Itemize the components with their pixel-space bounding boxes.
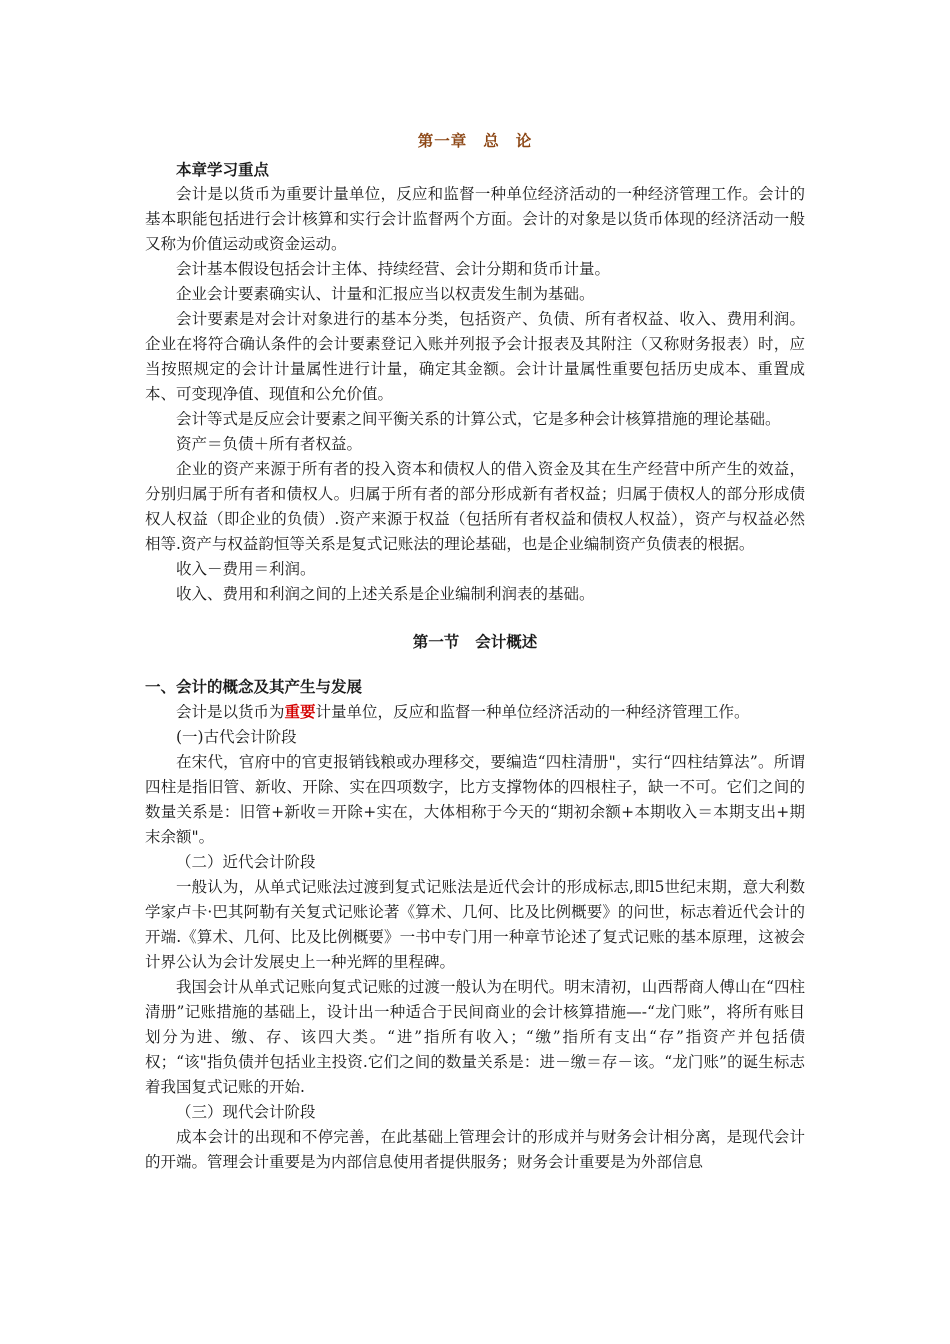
stage-contemporary-title: （三）现代会计阶段 — [176, 1103, 316, 1121]
stage-modern-text-2: 我国会计从单式记账向复式记账的过渡一般认为在明代。明末清初，山西帮商人傅山在“四柱清册”记账措施的基础上，设计出一种适合于民间商业的会计核算措施—-“龙门账”，将所有账目划分为进、缴、存、该四大类。“进”指所有收入；“缴”指所有支出“存”指资产并包括债权；“该"指负债并包括业主投资.它们之间的数量关系是：进－缴＝存－该。“龙门账”的诞生标志着我国复式记账的开始. — [145, 978, 805, 1096]
stage-modern-title: （二）近代会计阶段 — [176, 853, 316, 871]
definition-paragraph — [145, 699, 805, 725]
document-page — [145, 118, 805, 1175]
intro-paragraph-7: 企业的资产来源于所有者的投入资本和债权人的借入资金及其在生产经营中所产生的效益，分别归属于所有者和债权人。归属于所有者的部分形成新有者权益；归属于债权人的部分形成债权人权益（即企业的负债）.资产来源于权益（包括所有者权益和债权人权益），资产与权益必然相等.资产与权益韵恒等关系是复式记账法的理论基础，也是企业编制资产负债表的根据。 — [145, 460, 805, 553]
stage-modern-text-1: 一般认为，从单式记账法过渡到复式记账法是近代会计的形成标志,即l5世纪末期，意大利数学家卢卡·巴其阿勒有关复式记账论著《算术、几何、比及比例概要》的问世，标志着近代会计的开端.《算术、几何、比及比例概要》一书中专门用一种章节论述了复式记账的基本原理，这被会计界公认为会计发展史上一种光辉的里程碑。 — [145, 878, 805, 971]
stage-ancient-text: 在宋代，官府中的官吏报销钱粮或办理移交，要编造“四柱清册"，实行“四柱结算法”。所谓四柱是指旧管、新收、开除、实在四项数字，比方支撑物体的四根柱子，缺一不可。它们之间的数量关系是：旧管+新收＝开除+实在，大体相称于今天的“期初余额+本期收入＝本期支出+期末余额"。 — [145, 753, 805, 846]
intro-paragraph-1: 会计是以货币为重要计量单位，反应和监督一种单位经济活动的一种经济管理工作。会计的基本职能包括进行会计核算和实行会计监督两个方面。会计的对象是以货币体现的经济活动一般又称为价值运动或资金运动。 — [145, 185, 805, 253]
intro-paragraph-5: 会计等式是反应会计要素之间平衡关系的计算公式，它是多种会计核算措施的理论基础。 — [176, 410, 781, 428]
stage-ancient-title: (一)古代会计阶段 — [176, 728, 297, 746]
chapter-number: 第一章 — [417, 131, 468, 150]
intro-paragraph-2: 会计基本假设包括会计主体、持续经营、会计分期和货币计量。 — [176, 260, 611, 278]
chapter-title — [145, 128, 805, 153]
intro-paragraph-9: 收入、费用和利润之间的上述关系是企业编制利润表的基础。 — [176, 585, 595, 603]
chapter-title-char-2: 论 — [515, 131, 533, 150]
definition-text-after: 计量单位，反应和监督一种单位经济活动的一种经济管理工作。 — [315, 703, 750, 721]
key-points-title: 本章学习重点 — [176, 160, 270, 179]
section-number: 第一节 — [412, 632, 460, 651]
intro-paragraph-3: 企业会计要素确实认、计量和汇报应当以权责发生制为基础。 — [176, 285, 595, 303]
section-title — [145, 629, 805, 654]
subsection-title: 一、会计的概念及其产生与发展 — [145, 677, 363, 696]
chapter-title-char-1: 总 — [483, 131, 500, 150]
accounting-equation: 资产＝负债＋所有者权益。 — [176, 435, 363, 453]
profit-equation: 收入－费用＝利润。 — [176, 560, 316, 578]
highlighted-word: 重要 — [284, 702, 316, 721]
stage-contemporary-text: 成本会计的出现和不停完善，在此基础上管理会计的形成并与财务会计相分离，是现代会计的开端。管理会计重要是为内部信息使用者提供服务；财务会计重要是为外部信息 — [145, 1128, 805, 1171]
intro-paragraph-4: 会计要素是对会计对象进行的基本分类，包括资产、负债、所有者权益、收入、费用利润。企业在将符合确认条件的会计要素登记入账并列报予会计报表及其附注（又称财务报表）时，应当按照规定的会计计量属性进行计量，确定其金额。会计计量属性重要包括历史成本、重置成本、可变现净值、现值和公允价值。 — [145, 310, 805, 403]
definition-text-before: 会计是以货币为 — [176, 703, 285, 721]
section-name: 会计概述 — [475, 632, 538, 651]
